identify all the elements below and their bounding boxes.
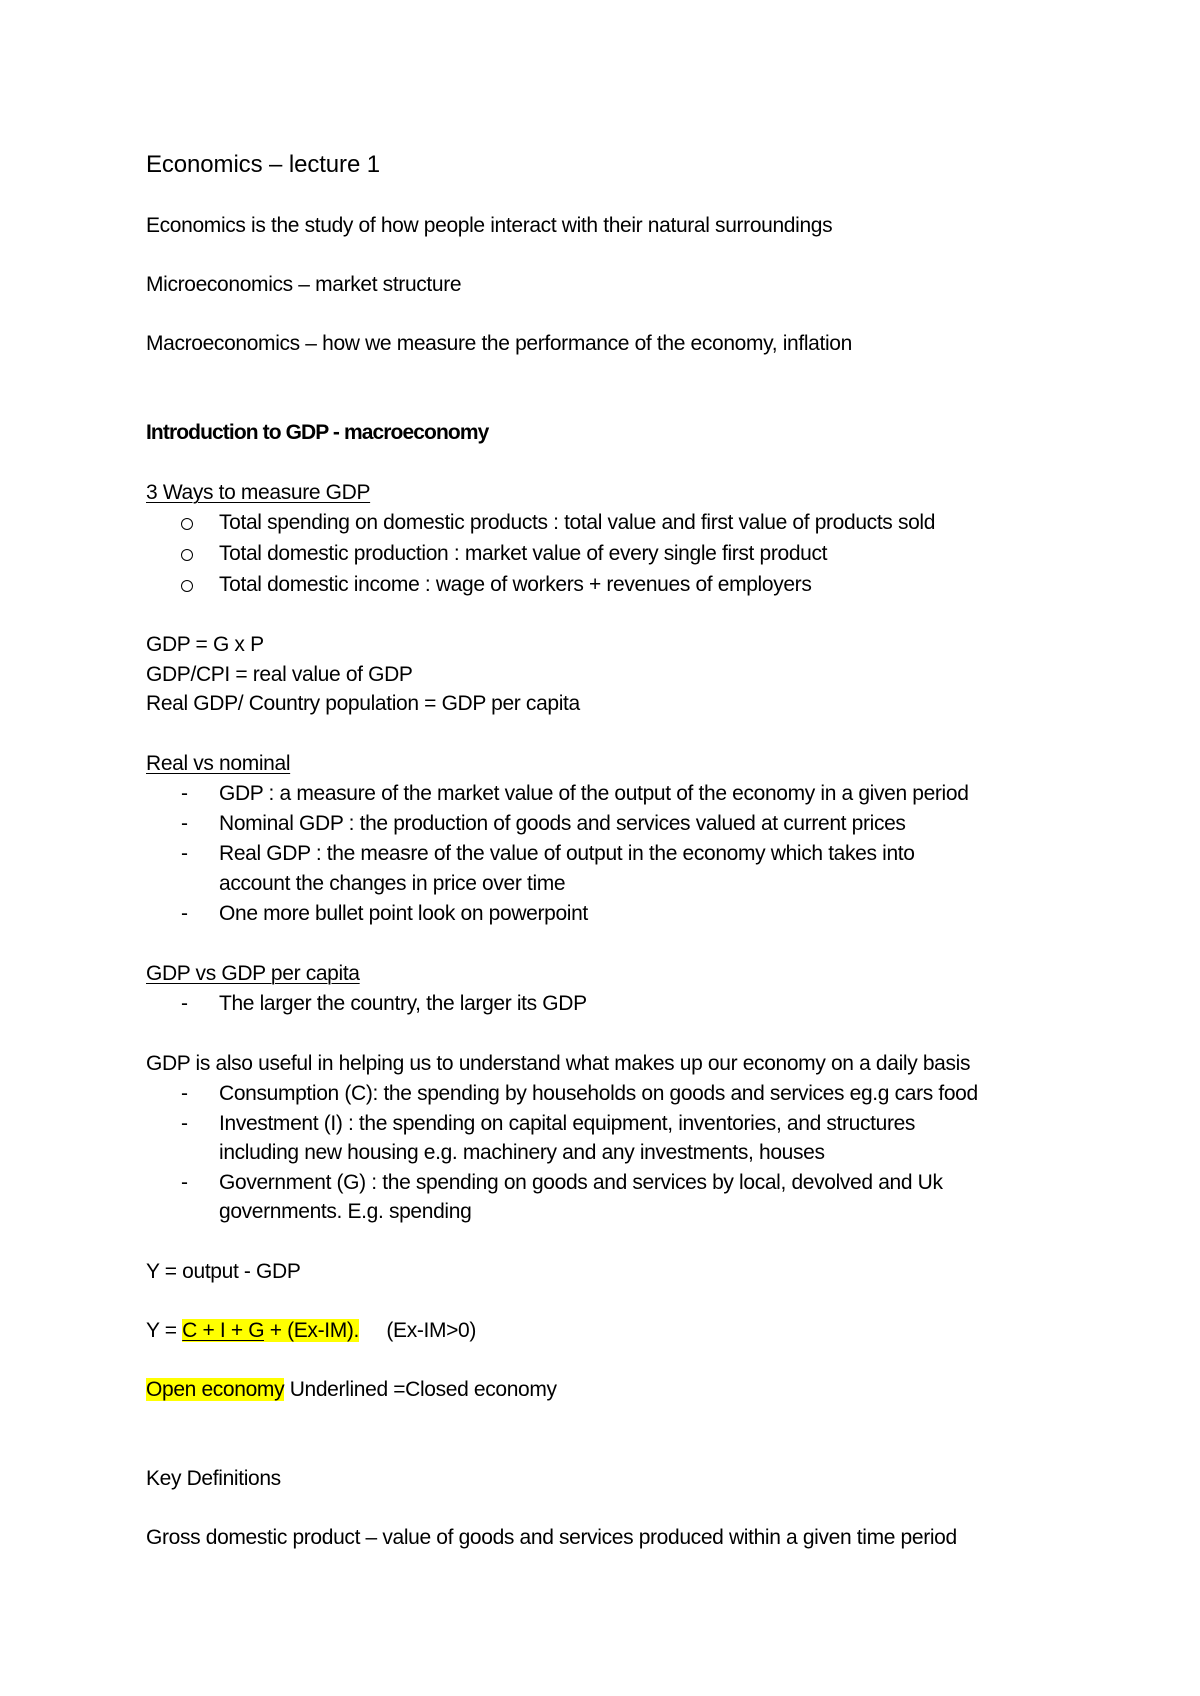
dash-bullet-icon: - <box>181 1171 188 1194</box>
real-vs-nominal-item: One more bullet point look on powerpoint <box>219 902 588 925</box>
document-title: Economics – lecture 1 <box>146 151 381 178</box>
dash-bullet-icon: - <box>181 842 188 865</box>
dash-bullet-icon: - <box>181 1082 188 1105</box>
dash-bullet-icon: - <box>181 902 188 925</box>
key-definition-item: Gross domestic product – value of goods and services produced within a given time period <box>146 1526 957 1549</box>
equation-condition: (Ex-IM>0) <box>358 1319 476 1342</box>
equation-open-part: + (Ex-IM). <box>264 1319 359 1342</box>
circle-bullet-icon <box>181 571 193 600</box>
key-definitions-heading: Key Definitions <box>146 1467 281 1490</box>
components-item-continuation: governments. E.g. spending <box>219 1200 472 1223</box>
intro-line-definition: Economics is the study of how people interact with their natural surroundings <box>146 214 833 237</box>
real-vs-nominal-item-continuation: account the changes in price over time <box>219 872 566 895</box>
equation-prefix: Y = <box>146 1319 183 1342</box>
per-capita-heading: GDP vs GDP per capita <box>146 962 360 985</box>
dash-bullet-icon: - <box>181 782 188 805</box>
components-item: Consumption (C): the spending by households on goods and services eg.g cars food <box>219 1082 978 1105</box>
legend-open-economy: Open economy <box>146 1378 285 1401</box>
real-vs-nominal-item: Nominal GDP : the production of goods and services valued at current prices <box>219 812 906 835</box>
dash-bullet-icon: - <box>181 812 188 835</box>
components-item: Government (G) : the spending on goods and services by local, devolved and Uk <box>219 1171 943 1194</box>
output-line: Y = output - GDP <box>146 1260 301 1283</box>
formula-line: GDP = G x P <box>146 633 264 656</box>
real-vs-nominal-item: Real GDP : the measre of the value of output in the economy which takes into <box>219 842 915 865</box>
ways-item: Total domestic income : wage of workers + revenues of employers <box>219 573 812 596</box>
legend-closed-economy: Underlined =Closed economy <box>284 1378 557 1401</box>
gdp-equation <box>146 1317 476 1345</box>
gdp-section-heading: Introduction to GDP - macroeconomy <box>146 421 489 444</box>
ways-item: Total domestic production : market value of every single first product <box>219 542 828 565</box>
real-vs-nominal-heading: Real vs nominal <box>146 752 291 775</box>
formula-line: GDP/CPI = real value of GDP <box>146 663 413 686</box>
intro-line-micro: Microeconomics – market structure <box>146 273 462 296</box>
components-intro: GDP is also useful in helping us to understand what makes up our economy on a daily basis <box>146 1052 971 1075</box>
per-capita-item: The larger the country, the larger its GDP <box>219 992 587 1015</box>
components-item-continuation: including new housing e.g. machinery and any investments, houses <box>219 1141 825 1164</box>
legend-line <box>146 1376 557 1404</box>
intro-line-macro: Macroeconomics – how we measure the performance of the economy, inflation <box>146 332 852 355</box>
real-vs-nominal-item: GDP : a measure of the market value of the output of the economy in a given period <box>219 782 969 805</box>
components-item: Investment (I) : the spending on capital equipment, inventories, and structures <box>219 1112 916 1135</box>
dash-bullet-icon: - <box>181 1112 188 1135</box>
ways-item: Total spending on domestic products : total value and first value of products sold <box>219 511 936 534</box>
dash-bullet-icon: - <box>181 992 188 1015</box>
circle-bullet-icon <box>181 540 193 569</box>
ways-heading: 3 Ways to measure GDP <box>146 481 371 504</box>
circle-bullet-icon <box>181 509 193 538</box>
formula-line: Real GDP/ Country population = GDP per capita <box>146 692 580 715</box>
equation-closed-part: C + I + G <box>182 1319 265 1342</box>
